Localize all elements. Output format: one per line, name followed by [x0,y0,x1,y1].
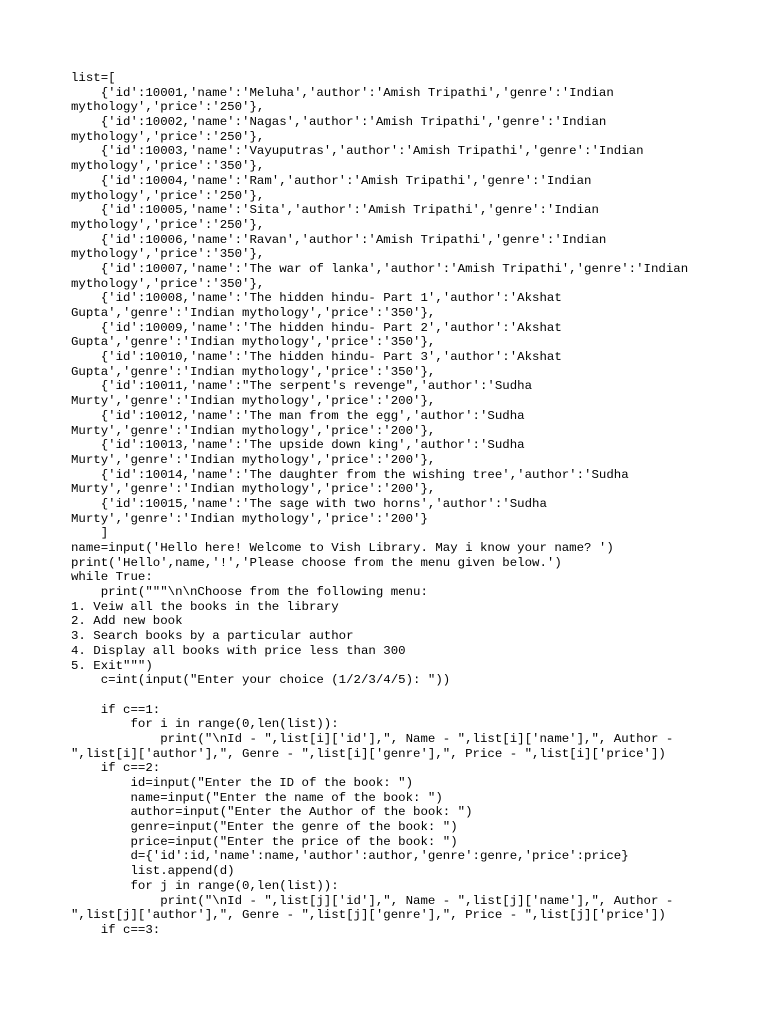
code-line: mythology','price':'250'}, [71,188,265,203]
code-line: 4. Display all books with price less than 300 [71,643,406,658]
code-line: 2. Add new book [71,614,183,629]
code-line: id=input("Enter the ID of the book: ") [71,776,414,790]
code-line: name=input('Hello here! Welcome to Vish Library. May i know your name? ') [71,541,614,555]
code-line: {'id':10001,'name':'Meluha','author':'Amish Tripathi','genre':'Indian [71,85,614,100]
code-line: {'id':10012,'name':'The man from the egg','author':'Sudha [71,408,525,423]
code-line: 1. Veiw all the books in the library [71,599,339,614]
code-line: Murty','genre':'Indian mythology','price':'200'}, [71,482,436,497]
code-line: {'id':10003,'name':'Vayuputras','author':'Amish Tripathi','genre':'Indian [71,144,644,159]
code-line: print("\nId - ",list[j]['id'],", Name - ",list[j]['name'],", Author - [71,893,674,908]
code-line: Murty','genre':'Indian mythology','price':'200'} [71,511,428,526]
code-line: mythology','price':'250'}, [71,217,265,232]
code-line: {'id':10007,'name':'The war of lanka','author':'Amish Tripathi','genre':'Indian [71,261,689,276]
code-line: {'id':10013,'name':'The upside down king','author':'Sudha [71,438,525,453]
code-line: Murty','genre':'Indian mythology','price':'200'}, [71,394,436,409]
code-line: print("""\n\nChoose from the following menu: [71,585,428,600]
code-line: mythology','price':'350'}, [71,276,265,291]
code-line: mythology','price':'250'}, [71,129,265,144]
code-line: {'id':10009,'name':'The hidden hindu- Part 2','author':'Akshat [71,320,562,335]
code-line: {'id':10006,'name':'Ravan','author':'Amish Tripathi','genre':'Indian [71,232,607,247]
code-line: ] [71,526,109,541]
code-line: if c==3: [71,922,161,937]
code-line: 5. Exit""") [71,658,153,673]
code-line: 3. Search books by a particular author [71,629,354,644]
code-line: {'id':10011,'name':"The serpent's revenge",'author':'Sudha [71,379,533,394]
code-line: list=[ [71,71,116,85]
code-line: while True: [71,570,153,585]
code-line: Gupta','genre':'Indian mythology','price':'350'}, [71,306,436,320]
code-line: Murty','genre':'Indian mythology','price':'200'}, [71,423,436,438]
code-line: Murty','genre':'Indian mythology','price':'200'}, [71,452,436,467]
code-line: mythology','price':'250'}, [71,100,265,115]
code-line: {'id':10014,'name':'The daughter from the wishing tree','author':'Sudha [71,467,629,482]
code-line: if c==1: [71,702,161,717]
code-line: for j in range(0,len(list)): [71,878,339,893]
code-line: Gupta','genre':'Indian mythology','price':'350'}, [71,335,436,350]
code-line: if c==2: [71,761,161,776]
code-line: name=input("Enter the name of the book: ") [71,790,443,805]
code-line: for i in range(0,len(list)): [71,717,339,732]
code-line: price=input("Enter the price of the book: ") [71,834,458,849]
code-line: {'id':10008,'name':'The hidden hindu- Part 1','author':'Akshat [71,291,562,306]
code-line: {'id':10002,'name':'Nagas','author':'Amish Tripathi','genre':'Indian [71,115,607,130]
code-line [71,688,711,703]
code-line: list.append(d) [71,864,235,879]
code-line: ",list[j]['author'],", Genre - ",list[j]['genre'],", Price - ",list[j]['price']) [71,908,666,923]
code-line: {'id':10005,'name':'Sita','author':'Amish Tripathi','genre':'Indian [71,203,599,218]
code-line: c=int(input("Enter your choice (1/2/3/4/5): ")) [71,673,451,688]
code-line: {'id':10004,'name':'Ram','author':'Amish Tripathi','genre':'Indian [71,173,592,188]
code-listing [71,71,711,938]
code-line: author=input("Enter the Author of the book: ") [71,805,473,820]
code-line: {'id':10010,'name':'The hidden hindu- Part 3','author':'Akshat [71,350,562,365]
code-line: Gupta','genre':'Indian mythology','price':'350'}, [71,364,436,379]
code-line: mythology','price':'350'}, [71,247,265,262]
code-line: print('Hello',name,'!','Please choose from the menu given below.') [71,555,562,570]
code-line: {'id':10015,'name':'The sage with two horns','author':'Sudha [71,496,547,511]
code-line: ",list[i]['author'],", Genre - ",list[i]['genre'],", Price - ",list[i]['price']) [71,746,666,761]
code-line: d={'id':id,'name':name,'author':author,'genre':genre,'price':price} [71,849,629,864]
code-line: mythology','price':'350'}, [71,159,265,174]
code-line: genre=input("Enter the genre of the book: ") [71,820,458,835]
code-line: print("\nId - ",list[i]['id'],", Name - ",list[i]['name'],", Author - [71,731,674,746]
